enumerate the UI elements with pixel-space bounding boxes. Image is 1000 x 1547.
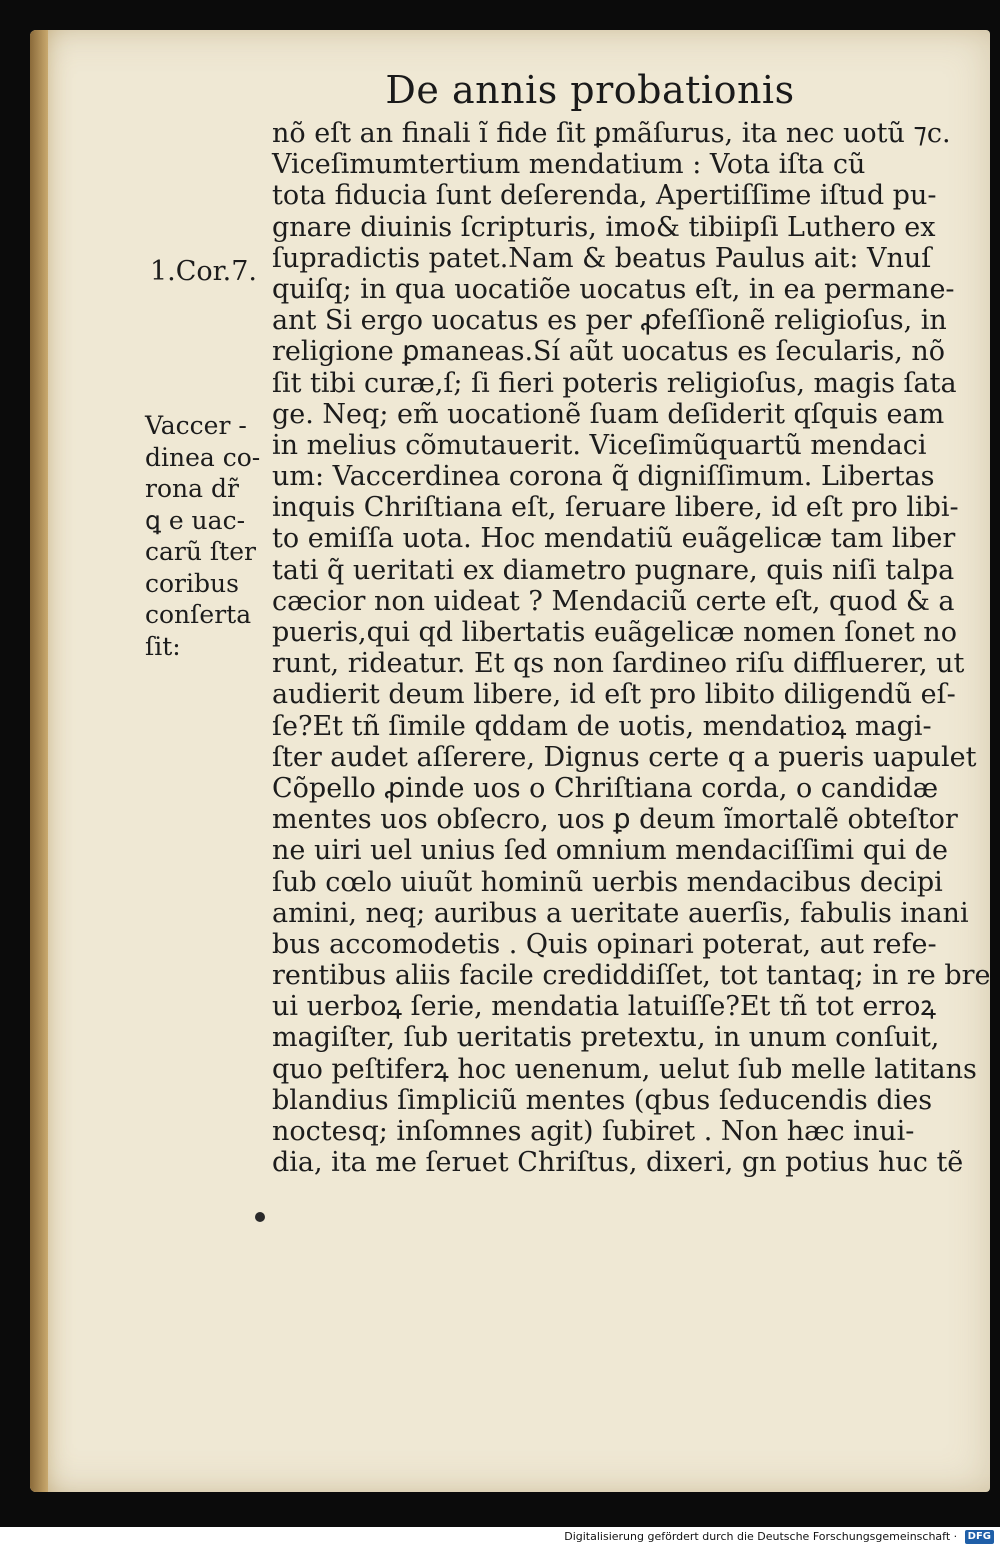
body-text bbox=[272, 118, 991, 1179]
funding-text: Digitalisierung gefördert durch die Deutsche Forschungsgemeinschaft · bbox=[564, 1530, 958, 1543]
margin-reference: 1.Cor.7. bbox=[150, 256, 257, 287]
text-line: rentibus aliis facile crediddiſſet, tot tantaq; in re bre bbox=[272, 960, 991, 992]
text-line: tota fiducia ſunt deſerenda, Apertiſſime iſtud pu- bbox=[272, 180, 937, 212]
page-binding-edge bbox=[30, 30, 48, 1492]
text-line: Viceſimumtertium mendatium : Vota iſta cũ bbox=[272, 149, 866, 181]
text-line: inquis Chriſtiana eſt, ſeruare libere, id eſt pro libi- bbox=[272, 492, 959, 524]
text-line: audierit deum libere, id eſt pro libito diligendũ eſ- bbox=[272, 679, 956, 711]
margin-note-line: rona dr̃ bbox=[145, 474, 239, 503]
text-line: um: Vaccerdinea corona q̃ digniſſimum. Libertas bbox=[272, 461, 935, 493]
text-line: nõ eſt an finali ĩ fide ſit ꝑmãſurus, ita nec uotũ ⁊c. bbox=[272, 118, 951, 149]
margin-note-line: ꝗ e uac- bbox=[145, 505, 246, 535]
text-line: mentes uos obſecro, uos ꝑ deum ĩmortalẽ obteſtor bbox=[272, 804, 958, 836]
text-line: noctesq; inſomnes agit) ſubiret . Non hæc inui- bbox=[272, 1116, 915, 1147]
text-line: ſit tibi curæ,ſ; ſi fieri poteris religioſus, magis ſata bbox=[272, 367, 957, 399]
text-line: ne uiri uel unius ſed omnium mendaciſſimi qui de bbox=[272, 835, 948, 867]
margin-note bbox=[145, 410, 265, 662]
text-line: ge. Neq; em̃ uocationẽ ſuam deſiderit qſquis eam bbox=[272, 398, 945, 430]
running-head: De annis probationis bbox=[385, 68, 795, 112]
text-line: quo peſtiferꝝ hoc uenenum, uelut ſub melle latitans bbox=[272, 1053, 977, 1085]
funding-banner bbox=[0, 1527, 1000, 1547]
text-line: bus accomodetis . Quis opinari poterat, aut refe- bbox=[272, 928, 937, 960]
text-line: religione ꝑmaneas.Sí aũt uocatus es ſecularis, nõ bbox=[272, 336, 946, 368]
text-line: pueris,qui qd libertatis euãgelicæ nomen ſonet no bbox=[272, 617, 957, 648]
text-line: runt, rideatur. Et qs non ſardineo riſu diffluerer, ut bbox=[272, 648, 965, 680]
text-line: in melius cõmutauerit. Viceſimũquartũ mendaci bbox=[272, 429, 927, 461]
margin-note-line: coribus bbox=[145, 568, 239, 598]
dfg-logo: DFG bbox=[965, 1530, 994, 1544]
text-line: blandius ſimpliciũ mentes (qbus ſeducendis dies bbox=[272, 1084, 933, 1116]
margin-note-line: ſit: bbox=[145, 631, 181, 661]
text-line: cæcior non uideat ? Mendaciũ certe eſt, quod & a bbox=[272, 585, 955, 617]
text-line: to emiſſa uota. Hoc mendatiũ euãgelicæ tam liber bbox=[272, 523, 956, 555]
text-line: magiſter, ſub ueritatis pretextu, in unum conſuit, bbox=[272, 1022, 940, 1054]
text-line: amini, neq; auribus a ueritate auerſis, fabulis inani bbox=[272, 897, 969, 929]
text-line: ſupradictis patet.Nam & beatus Paulus ait: Vnuſ bbox=[272, 242, 932, 274]
text-line: ant Si ergo uocatus es per ꝓfeſſionẽ religioſus, in bbox=[272, 305, 947, 337]
margin-note-line: Vaccer - bbox=[145, 411, 247, 440]
text-line: gnare diuinis ſcripturis, imo& tibiipſi Luthero ex bbox=[272, 211, 936, 243]
text-line: tati q̃ ueritati ex diametro pugnare, quis niſi talpa bbox=[272, 554, 955, 586]
text-line: dia, ita me ſeruet Chriſtus, dixeri, gn potius huc tẽ bbox=[272, 1147, 964, 1179]
text-line: ui uerboꝝ ſerie, mendatia latuiſſe?Et tñ tot erroꝝ bbox=[272, 991, 936, 1023]
text-line: quiſq; in qua uocatiõe uocatus eſt, in ea permane- bbox=[272, 273, 955, 305]
text-line: Cõpello ꝓinde uos o Chriſtiana corda, o candidæ bbox=[272, 772, 939, 804]
ink-spot bbox=[255, 1212, 265, 1222]
margin-note-line: conſerta bbox=[145, 600, 252, 629]
text-line: ſter audet aſſerere, Dignus certe q a pueris uapulet bbox=[272, 741, 977, 773]
margin-note-line: carũ ſter bbox=[145, 537, 256, 566]
margin-note-line: dinea co- bbox=[145, 442, 261, 472]
text-line: ſub cœlo uiuũt hominũ uerbis mendacibus decipi bbox=[272, 866, 943, 898]
text-line: ſe?Et tñ ſimile qddam de uotis, mendatioꝝ magi- bbox=[272, 710, 932, 742]
